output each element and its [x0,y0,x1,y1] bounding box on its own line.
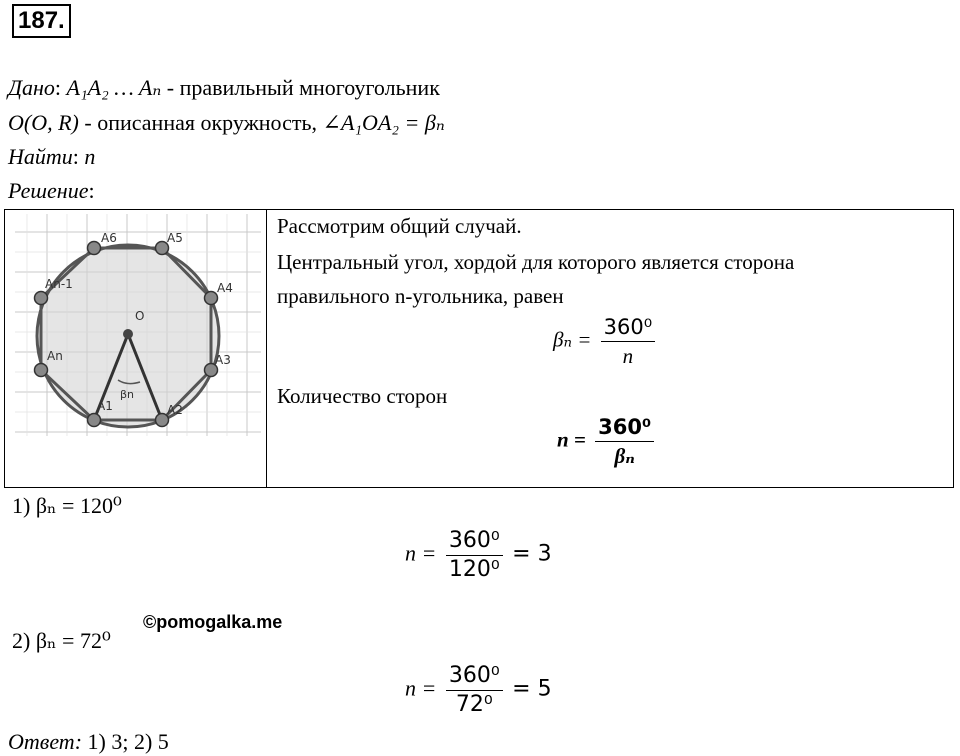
vertex-label-a3: A3 [215,353,231,367]
formula-n [557,414,658,469]
polygon-figure [15,214,261,436]
angle-label: βn [120,388,134,401]
find-value: n [84,144,96,169]
problem-number: 187. [12,4,71,38]
case-2-fraction [446,663,503,718]
case-2-formula [405,663,552,718]
formula-beta-lhs: βₙ = [553,327,592,352]
vertex-label-a4: A4 [217,281,233,295]
case-1-fraction [446,528,503,583]
case-1-denominator: 120⁰ [448,557,500,582]
formula-beta-numerator: 360⁰ [601,314,656,342]
vertex-label-a2: A2 [167,403,183,417]
explanation-line-3: правильного n-угольника, равен [277,284,564,308]
find-line: Найти: n [8,144,96,169]
given-line-1: Дано: A₁A₂ … Aₙ - правильный многоугольник [8,75,440,100]
formula-beta [553,314,659,369]
angle-notation: ∠A₁OA₂ = βₙ [322,110,445,135]
answer-line [8,728,169,756]
solution-label: Решение [8,178,89,203]
formula-beta-denominator: n [622,344,634,368]
case-1-result: = 3 [512,541,552,567]
explanation-line-2: Центральный угол, хордой для которого является сторона [277,250,795,274]
vertex-label-a6: A6 [101,231,117,245]
formula-n-lhs: n = [557,427,586,452]
given-line-2 [8,109,445,137]
table-divider [266,210,267,487]
case-2-result: = 5 [512,676,552,702]
vertex-label-a1: A1 [97,399,113,413]
center-label: O [135,309,145,323]
case-1-lhs: n = [405,540,437,566]
center-point [123,329,133,339]
watermark: ©pomogalka.me [143,612,283,632]
case-2-label: 2) βₙ = 72⁰ [12,628,111,653]
answer-value: 1) 3; 2) 5 [87,729,169,754]
case-2-denominator: 72⁰ [455,692,493,717]
solution-line: Решение: [8,178,95,203]
vertex-label-an: An [47,349,63,363]
formula-beta-fraction [601,314,656,369]
solution-table [4,209,954,488]
find-label: Найти [8,144,73,169]
polygon-description: - правильный многоугольник [166,75,440,100]
formula-n-fraction [595,414,654,469]
given-label: Дано [8,75,55,100]
case-2-numerator: 360⁰ [446,663,503,691]
case-1-numerator: 360⁰ [446,528,503,556]
circle-description: - описанная окружность, [84,110,318,135]
circle-notation: O(O, R) [8,110,79,135]
case-1-formula [405,528,552,583]
formula-n-numerator: 360⁰ [595,414,654,442]
formula-n-denominator: βₙ [614,444,635,468]
explanation-line-1: Рассмотрим общий случай. [277,214,522,238]
answer-label: Ответ: [8,729,83,754]
vertex-label-an-1: An-1 [45,277,73,291]
vertex-label-a5: A5 [167,231,183,245]
polygon-notation: A₁A₂ … Aₙ [66,75,162,100]
case-2-lhs: n = [405,675,437,701]
explanation-line-4: Количество сторон [277,384,448,408]
case-1-label: 1) βₙ = 120⁰ [12,493,122,518]
